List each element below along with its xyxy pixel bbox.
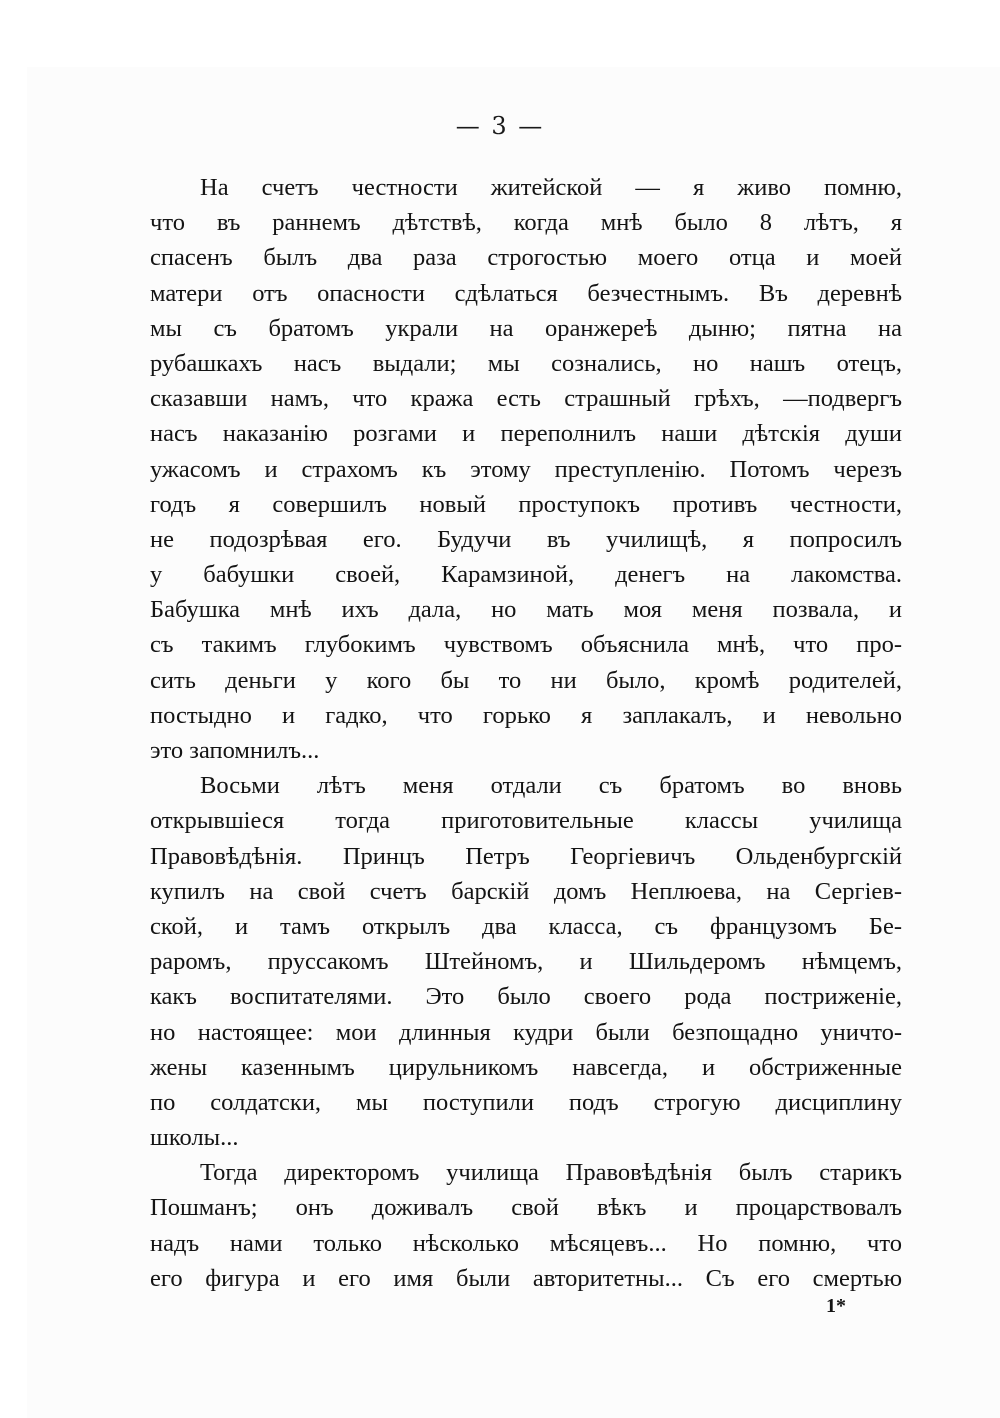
text-line: мы съ братомъ украли на оранжереѣ дыню; пятна на — [150, 314, 902, 342]
paragraph-2 — [150, 768, 902, 1155]
text-line: рубашкахъ насъ выдали; мы сознались, но нашъ отецъ, — [150, 349, 902, 377]
text-line: жены казеннымъ цирульникомъ навсегда, и обстриженные — [150, 1053, 902, 1081]
signature-mark: 1* — [826, 1295, 846, 1317]
text-line: На счетъ честности житейской — я живо помню, — [200, 174, 902, 201]
text-line: спасенъ былъ два раза строгостью моего отца и моей — [150, 244, 902, 272]
text-line: открывшіеся тогда приготовительные классы училища — [150, 807, 902, 835]
text-line: матери отъ опасности сдѣлаться безчестнымъ. Въ деревнѣ — [150, 279, 902, 307]
text-line: насъ наказанію розгами и переполнилъ наши дѣтскія души — [150, 420, 902, 448]
text-line: постыдно и гадко, что горько я заплакалъ, и невольно — [150, 701, 902, 729]
text-line: какъ воспитателями. Это было своего рода постриженіе, — [150, 983, 902, 1011]
text-line: что въ раннемъ дѣтствѣ, когда мнѣ было 8 лѣтъ, я — [150, 209, 902, 237]
text-line: у бабушки своей, Карамзиной, денегъ на лакомства. — [150, 561, 902, 589]
text-line: ской, и тамъ открылъ два класса, съ французомъ Бе- — [150, 912, 902, 940]
text-line: не подозрѣвая его. Будучи въ училищѣ, я попросилъ — [150, 525, 902, 553]
paragraph-3 — [150, 1155, 902, 1296]
text-line: купилъ на свой счетъ барскій домъ Неплюева, на Сергіев- — [150, 877, 902, 905]
text-line: сказавши намъ, что кража есть страшный грѣхъ, —подвергъ — [150, 385, 902, 413]
text-line: ужасомъ и страхомъ къ этому преступленію. Потомъ черезъ — [150, 455, 902, 483]
page-number: — 3 — — [455, 112, 545, 140]
text-line: съ такимъ глубокимъ чувствомъ объяснила мнѣ, что про- — [150, 631, 902, 659]
paragraph-1 — [150, 170, 902, 768]
text-line: школы... — [150, 1124, 239, 1152]
text-line: Пошманъ; онъ доживалъ свой вѣкъ и процарствовалъ — [150, 1194, 902, 1222]
text-line: Тогда директоромъ училища Правовѣдѣнія былъ старикъ — [200, 1159, 902, 1187]
text-line: Восьми лѣтъ меня отдали съ братомъ во вновь — [200, 772, 902, 800]
text-line: по солдатски, мы поступили подъ строгую дисциплину — [150, 1088, 902, 1116]
text-line: его фигура и его имя были авторитетны... Съ его смертью — [150, 1264, 902, 1292]
text-line: Правовѣдѣнія. Принцъ Петръ Георгіевичъ Ольденбургскій — [150, 842, 902, 870]
text-line: надъ нами только нѣсколько мѣсяцевъ... Но помню, что — [150, 1229, 902, 1257]
page-body-text — [150, 170, 902, 1296]
text-line: Бабушка мнѣ ихъ дала, но мать моя меня позвала, и — [150, 596, 902, 624]
text-line: но настоящее: мои длинныя кудри были безпощадно уничто- — [150, 1018, 902, 1046]
text-line: это запомнилъ... — [150, 737, 320, 764]
text-line: раромъ, пруссакомъ Штейномъ, и Шильдеромъ нѣмцемъ, — [150, 948, 902, 976]
text-line: годъ я совершилъ новый проступокъ противъ честности, — [150, 490, 902, 518]
text-line: сить деньги у кого бы то ни было, кромѣ родителей, — [150, 666, 902, 694]
